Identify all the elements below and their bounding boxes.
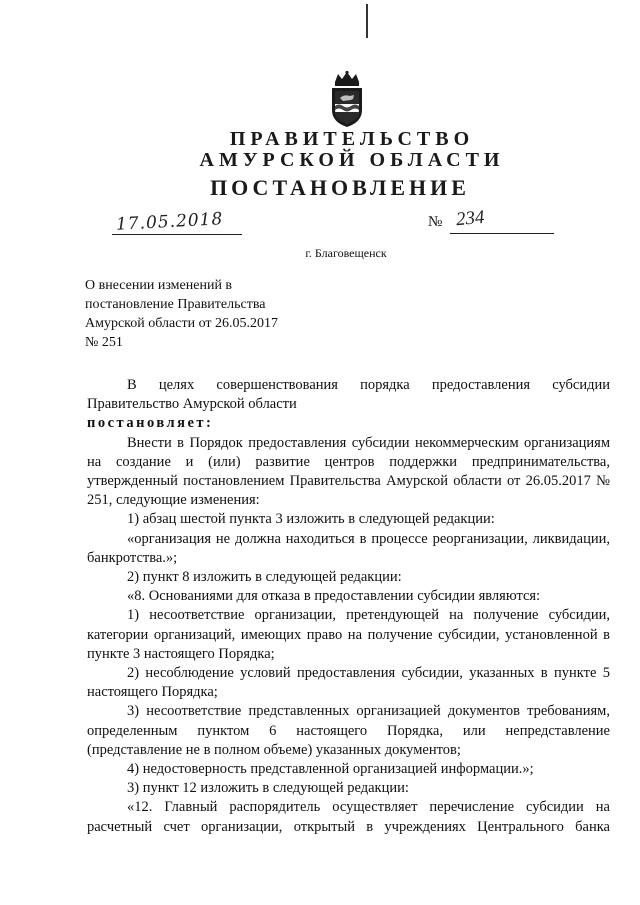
- body-paragraph: 1) несоответствие организации, претендующей на получение субсидии, категории организаций, имеющих право на получение субсидии, установленной в пункте 3 настоящего Порядка;: [87, 607, 610, 662]
- document-subject: [85, 276, 325, 352]
- body-paragraph: 4) недостоверность представленной организацией информации.»;: [127, 761, 534, 778]
- organization-name-line1: ПРАВИТЕЛЬСТВО: [229, 128, 475, 150]
- subject-line: постановление Правительства: [85, 297, 266, 312]
- body-paragraph: 3) пункт 12 изложить в следующей редакции:: [127, 780, 409, 797]
- body-paragraph: 2) пункт 8 изложить в следующей редакции:: [127, 569, 402, 586]
- body-paragraph: 3) несоответствие представленных организацией документов требованиям, определенным пунктом 6 настоящего Порядка, или непредставление (представление не в полном объеме) указанных документов;: [87, 703, 610, 758]
- subject-line: № 251: [85, 335, 123, 350]
- document-date-field: [112, 209, 242, 235]
- decree-word: постановляет:: [87, 415, 214, 432]
- document-number-field: [428, 206, 558, 234]
- city-name: г. Благовещенск: [305, 246, 387, 260]
- subject-line: Амурской области от 26.05.2017: [85, 316, 278, 331]
- body-paragraph: «8. Основаниями для отказа в предоставлении субсидии являются:: [127, 588, 541, 605]
- body-paragraph: 1) абзац шестой пункта 3 изложить в следующей редакции:: [127, 511, 495, 528]
- document-number: 234: [455, 206, 486, 231]
- body-paragraph: «организация не должна находиться в процессе реорганизации, ликвидации, банкротства.»;: [87, 530, 610, 566]
- document-date: 17.05.2018: [115, 209, 224, 235]
- preamble-paragraph: В целях совершенствования порядка предоставления субсидии Правительство Амурской области: [87, 377, 610, 413]
- body-paragraph: «12. Главный распорядитель осуществляет перечисление субсидии на расчетный счет организации, открытый в учреждениях Центрального банка: [87, 799, 610, 835]
- body-paragraph: 2) несоблюдение условий предоставления субсидии, указанных в пункте 5 настоящего Порядка;: [87, 665, 610, 701]
- subject-line: О внесении изменений в: [85, 278, 233, 293]
- body-paragraph: Внести в Порядок предоставления субсидии некоммерческим организациям на создание и (или) развитие центров поддержки предпринимательства, утвержденный постановлением Правительства Амурской области от 26.05.2017 № 251, следующие изменения:: [87, 434, 610, 509]
- coat-of-arms-emblem: [326, 70, 368, 128]
- number-sign: №: [428, 214, 443, 230]
- scan-mark: [366, 4, 368, 38]
- organization-name-line2: АМУРСКОЙ ОБЛАСТИ: [199, 149, 505, 171]
- number-underline: [450, 233, 554, 234]
- document-body: [87, 376, 610, 837]
- document-type-title: ПОСТАНОВЛЕНИЕ: [210, 175, 470, 200]
